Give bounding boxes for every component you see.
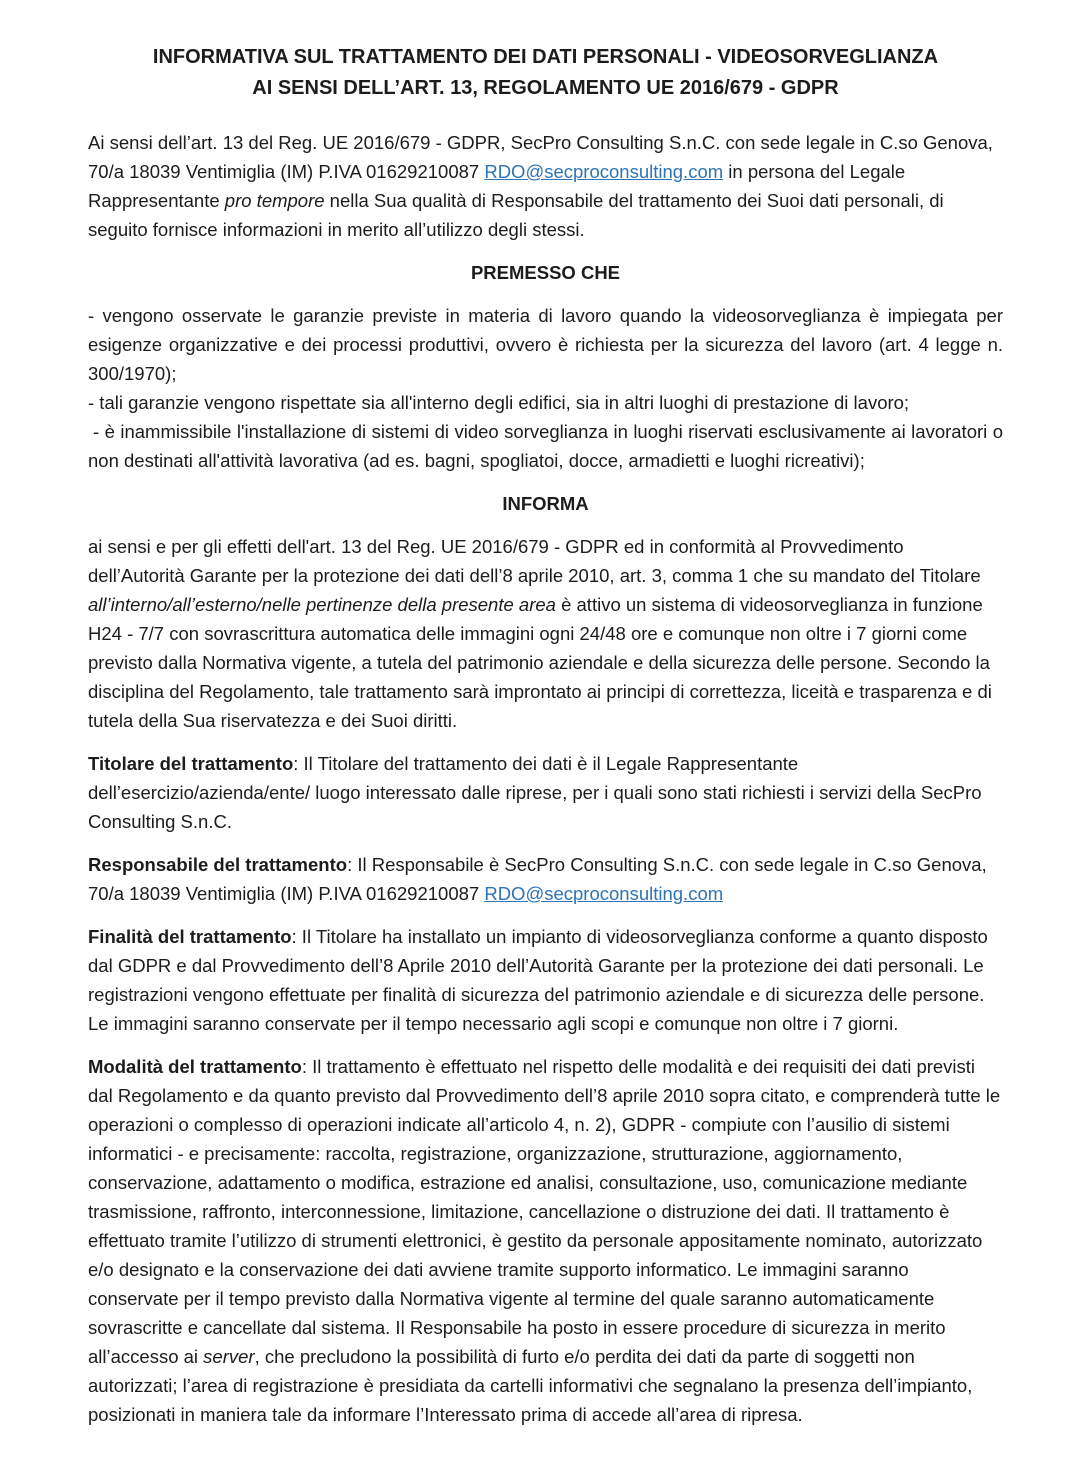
text-run: - tali garanzie vengono rispettate sia all'interno degli edifici, sia in altri luoghi di prestazione di lavoro;: [88, 392, 910, 413]
paragraph-intro: [88, 128, 1003, 244]
text-run: : Il trattamento è effettuato nel rispetto delle modalità e dei requisiti dei dati previsti dal Regolamento e da quanto previsto dal Provvedimento dell’8 aprile 2010 sopra citato, e comprenderà tutte le operazioni o complesso di operazioni indicate all’articolo 4, n. 2), GDPR - compiute con l’ausilio di sistemi informatici - e precisamente: raccolta, registrazione, organizzazione, strutturazione, aggiornamento, conservazione, adattamento o modifica, estrazione ed analisi, consultazione, uso, comunicazione mediante trasmissione, raffronto, interconnessione, limitazione, cancellazione o distruzione dei dati. Il trattamento è effettuato tramite l’utilizzo di strumenti elettronici, è gestito da personale appositamente nominato, autorizzato e/o designato e la conservazione dei dati avviene tramite supporto informatico. Le immagini saranno conservate per il tempo previsto dalla Normativa vigente al termine del quale saranno automaticamente sovrascritte e cancellate dal sistema. Il Responsabile ha posto in essere procedure di sicurezza in merito all’accesso ai: [88, 1056, 1001, 1367]
text-run: nella Sua qualità di Responsabile del trattamento dei Suoi dati personali, di seguito fornisce informazioni in merito all’utilizzo degli stessi.: [88, 190, 944, 240]
text-run: Ai sensi dell’art. 13 del Reg. UE 2016/679 - GDPR, SecPro Consulting S.n.C. con sede legale in C.so Genova, 70/a 18039 Ventimiglia (IM) P.IVA 01629210087: [88, 132, 993, 182]
text-run: - vengono osservate le garanzie previste in materia di lavoro quando la videosorveglianza è impiegata per esigenze organizzative e dei processi produttivi, ovvero è richiesta per la sicurezza del lavoro (art. 4 legge n. 300/1970);: [88, 305, 1003, 384]
document-title-line2: AI SENSI DELL’ART. 13, REGOLAMENTO UE 2016/679 - GDPR: [252, 77, 839, 99]
italic-run: all’interno/all’esterno/nelle pertinenze della presente area: [88, 594, 556, 615]
text-run: è attivo un sistema di videosorveglianza in funzione H24 - 7/7 con sovrascrittura automatica delle immagini ogni 24/48 ore e comunque non oltre i 7 giorni come previsto dalla Normativa vigente, a tutela del patrimonio aziendale e della sicurezza delle persone. Secondo la disciplina del Regolamento, tale trattamento sarà improntato ai principi di correttezza, liceità e trasparenza e di tutela della Sua riservatezza e dei Suoi diritti.: [88, 594, 992, 731]
italic-run: pro tempore: [224, 190, 325, 211]
bold-run: Titolare del trattamento: [88, 753, 294, 774]
email-link[interactable]: RDO@secproconsulting.com: [484, 161, 724, 182]
email-link[interactable]: RDO@secproconsulting.com: [484, 883, 724, 904]
text-run: in persona del Legale Rappresentante: [88, 161, 906, 211]
bold-run: Responsabile del trattamento: [88, 854, 348, 875]
italic-run: server: [203, 1346, 255, 1367]
text-run: : Il Titolare del trattamento dei dati è il Legale Rappresentante dell’esercizio/azienda/ente/ luogo interessato dalle riprese, per i quali sono stati richiesti i servizi della SecPro Consulting S.n.C.: [88, 753, 982, 832]
paragraph-titolare: [88, 749, 1003, 836]
paragraph-informa: [88, 532, 1003, 735]
text-run: , che precludono la possibilità di furto e/o perdita dei dati da parte di soggetti non autorizzati; l’area di registrazione è presidiata da cartelli informativi che segnalano la presenza dell’impianto, posizionati in maniera tale da informare l’Interessato prima di accede all’area di ripresa.: [88, 1346, 973, 1425]
section-heading-premesso: PREMESSO CHE: [470, 262, 621, 283]
text-run: - è inammissibile l'installazione di sistemi di video sorveglianza in luoghi riservati esclusivamente ai lavoratori o non destinati all'attività lavorativa (ad es. bagni, spogliatoi, docce, armadietti e luoghi ricreativi);: [88, 421, 1003, 471]
document-title: [88, 42, 1003, 104]
paragraph-finalita: [88, 922, 1003, 1038]
paragraph-premesso-bullet-3: [88, 417, 1003, 475]
bold-run: Finalità del trattamento: [88, 926, 292, 947]
text-run: : Il Responsabile è SecPro Consulting S.n.C. con sede legale in C.so Genova, 70/a 18039 Ventimiglia (IM) P.IVA 01629210087: [88, 854, 987, 904]
bold-run: Modalità del trattamento: [88, 1056, 302, 1077]
paragraph-premesso-bullet-2: [88, 388, 1003, 417]
paragraph-premesso-bullet-1: [88, 301, 1003, 388]
section-heading-informa: INFORMA: [502, 493, 589, 514]
text-run: ai sensi e per gli effetti dell'art. 13 del Reg. UE 2016/679 - GDPR ed in conformità al Provvedimento dell’Autorità Garante per la protezione dei dati dell’8 aprile 2010, art. 3, comma 1 che su mandato del Titolare: [88, 536, 981, 586]
document-title-line1: INFORMATIVA SUL TRATTAMENTO DEI DATI PERSONALI - VIDEOSORVEGLIANZA: [152, 46, 939, 68]
paragraph-responsabile: [88, 850, 1003, 908]
text-run: : Il Titolare ha installato un impianto di videosorveglianza conforme a quanto disposto dal GDPR e dal Provvedimento dell’8 Aprile 2010 dell’Autorità Garante per la protezione dei dati personali. Le registrazioni vengono effettuate per finalità di sicurezza del patrimonio aziendale e di sicurezza delle persone. Le immagini saranno conservate per il tempo necessario agli scopi e comunque non oltre i 7 giorni.: [88, 926, 988, 1034]
paragraph-modalita: [88, 1052, 1003, 1429]
